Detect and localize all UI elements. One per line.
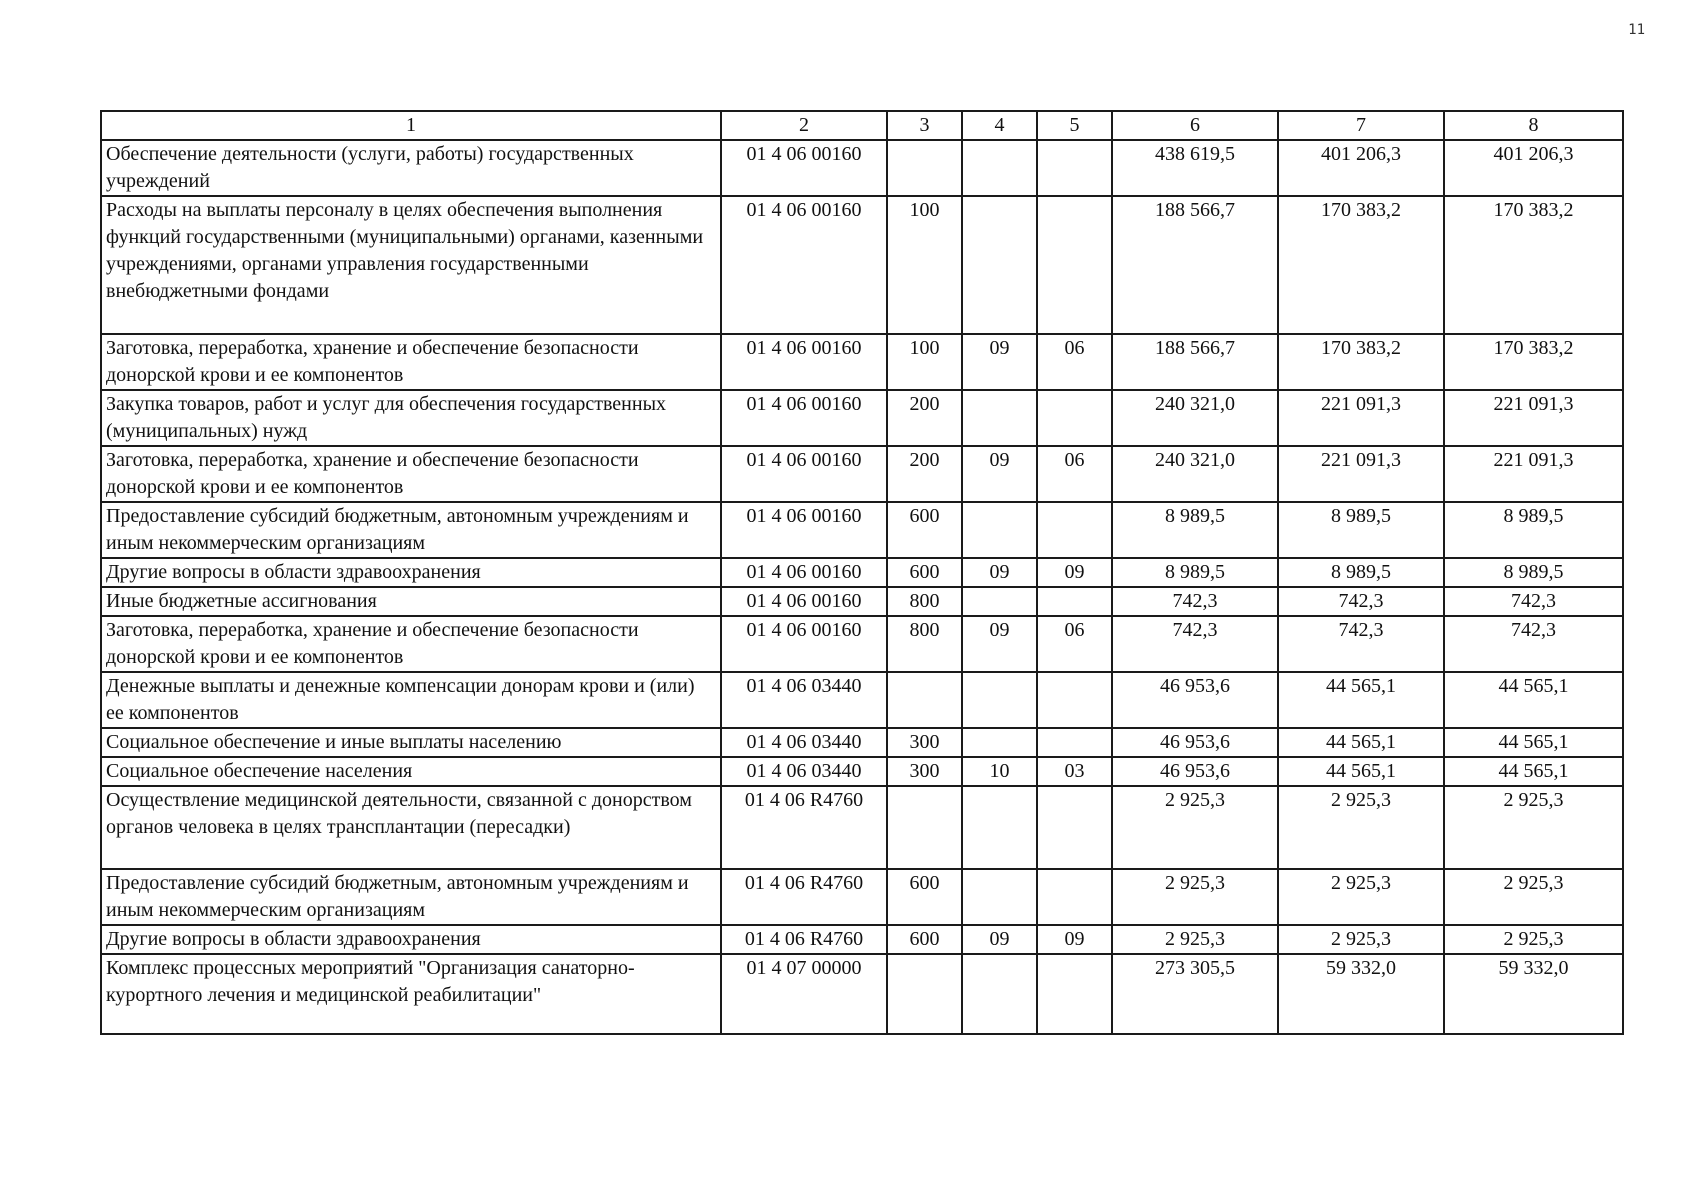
table-row [101, 728, 1623, 757]
row-vr: 200 [887, 446, 962, 502]
column-header: 8 [1444, 111, 1623, 140]
row-rz [962, 502, 1037, 558]
row-amount-1: 240 321,0 [1112, 446, 1278, 502]
row-amount-3: 2 925,3 [1444, 869, 1623, 925]
row-rz: 09 [962, 558, 1037, 587]
table-row [101, 616, 1623, 672]
row-rz [962, 587, 1037, 616]
row-code: 01 4 06 R4760 [721, 869, 887, 925]
row-vr [887, 954, 962, 1034]
row-amount-1: 188 566,7 [1112, 196, 1278, 334]
row-amount-3: 742,3 [1444, 587, 1623, 616]
row-name: Осуществление медицинской деятельности, связанной с донорством органов человека в целях трансплантации (пересадки) [101, 786, 721, 869]
row-name: Обеспечение деятельности (услуги, работы) государственных учреждений [101, 140, 721, 196]
row-amount-2: 44 565,1 [1278, 757, 1444, 786]
row-vr: 200 [887, 390, 962, 446]
row-code: 01 4 06 00160 [721, 140, 887, 196]
row-amount-3: 2 925,3 [1444, 786, 1623, 869]
row-amount-3: 44 565,1 [1444, 757, 1623, 786]
row-rz: 10 [962, 757, 1037, 786]
row-code: 01 4 06 03440 [721, 757, 887, 786]
row-amount-3: 8 989,5 [1444, 558, 1623, 587]
row-amount-1: 46 953,6 [1112, 728, 1278, 757]
row-rz: 09 [962, 446, 1037, 502]
row-amount-2: 8 989,5 [1278, 558, 1444, 587]
table-row [101, 334, 1623, 390]
row-code: 01 4 06 00160 [721, 558, 887, 587]
row-rz: 09 [962, 616, 1037, 672]
row-code: 01 4 07 00000 [721, 954, 887, 1034]
row-pr: 06 [1037, 616, 1112, 672]
column-header: 7 [1278, 111, 1444, 140]
row-vr: 300 [887, 728, 962, 757]
table-row [101, 140, 1623, 196]
row-amount-3: 59 332,0 [1444, 954, 1623, 1034]
table-row [101, 502, 1623, 558]
row-pr: 09 [1037, 925, 1112, 954]
row-name: Денежные выплаты и денежные компенсации донорам крови и (или) ее компонентов [101, 672, 721, 728]
row-rz [962, 390, 1037, 446]
row-vr: 600 [887, 925, 962, 954]
row-name: Социальное обеспечение населения [101, 757, 721, 786]
row-amount-1: 438 619,5 [1112, 140, 1278, 196]
row-vr: 600 [887, 502, 962, 558]
row-amount-2: 170 383,2 [1278, 196, 1444, 334]
row-pr [1037, 390, 1112, 446]
row-name: Иные бюджетные ассигнования [101, 587, 721, 616]
row-amount-1: 2 925,3 [1112, 786, 1278, 869]
row-rz [962, 672, 1037, 728]
row-vr: 800 [887, 587, 962, 616]
row-amount-3: 2 925,3 [1444, 925, 1623, 954]
row-amount-2: 742,3 [1278, 587, 1444, 616]
row-pr [1037, 196, 1112, 334]
row-code: 01 4 06 03440 [721, 728, 887, 757]
row-pr: 06 [1037, 334, 1112, 390]
row-vr: 300 [887, 757, 962, 786]
row-name: Другие вопросы в области здравоохранения [101, 558, 721, 587]
row-amount-2: 221 091,3 [1278, 446, 1444, 502]
row-name: Закупка товаров, работ и услуг для обеспечения государственных (муниципальных) нужд [101, 390, 721, 446]
row-code: 01 4 06 R4760 [721, 925, 887, 954]
row-vr [887, 672, 962, 728]
row-name: Предоставление субсидий бюджетным, автономным учреждениям и иным некоммерческим организациям [101, 502, 721, 558]
row-amount-3: 221 091,3 [1444, 446, 1623, 502]
row-vr: 100 [887, 196, 962, 334]
row-pr: 06 [1037, 446, 1112, 502]
column-header: 6 [1112, 111, 1278, 140]
row-rz [962, 728, 1037, 757]
row-name: Предоставление субсидий бюджетным, автономным учреждениям и иным некоммерческим организациям [101, 869, 721, 925]
row-name: Заготовка, переработка, хранение и обеспечение безопасности донорской крови и ее компонентов [101, 616, 721, 672]
page-number: 11 [1628, 22, 1645, 38]
row-amount-2: 44 565,1 [1278, 728, 1444, 757]
column-header: 2 [721, 111, 887, 140]
row-rz [962, 954, 1037, 1034]
row-name: Заготовка, переработка, хранение и обеспечение безопасности донорской крови и ее компонентов [101, 446, 721, 502]
table-row [101, 757, 1623, 786]
row-name: Другие вопросы в области здравоохранения [101, 925, 721, 954]
row-amount-3: 44 565,1 [1444, 728, 1623, 757]
row-pr [1037, 728, 1112, 757]
table-row [101, 196, 1623, 334]
row-amount-1: 742,3 [1112, 616, 1278, 672]
row-rz: 09 [962, 334, 1037, 390]
column-header: 4 [962, 111, 1037, 140]
row-amount-3: 44 565,1 [1444, 672, 1623, 728]
table-row [101, 446, 1623, 502]
table-row [101, 869, 1623, 925]
row-name: Социальное обеспечение и иные выплаты населению [101, 728, 721, 757]
row-amount-1: 2 925,3 [1112, 869, 1278, 925]
row-amount-3: 8 989,5 [1444, 502, 1623, 558]
row-vr [887, 786, 962, 869]
row-pr [1037, 672, 1112, 728]
row-pr [1037, 140, 1112, 196]
row-amount-2: 8 989,5 [1278, 502, 1444, 558]
row-amount-2: 221 091,3 [1278, 390, 1444, 446]
row-amount-3: 401 206,3 [1444, 140, 1623, 196]
row-amount-3: 221 091,3 [1444, 390, 1623, 446]
row-rz [962, 869, 1037, 925]
row-amount-2: 2 925,3 [1278, 786, 1444, 869]
row-code: 01 4 06 03440 [721, 672, 887, 728]
row-vr: 600 [887, 558, 962, 587]
row-amount-3: 170 383,2 [1444, 334, 1623, 390]
row-amount-1: 8 989,5 [1112, 502, 1278, 558]
row-rz [962, 140, 1037, 196]
row-pr [1037, 869, 1112, 925]
row-amount-2: 44 565,1 [1278, 672, 1444, 728]
row-amount-2: 59 332,0 [1278, 954, 1444, 1034]
budget-table [100, 110, 1624, 1035]
row-code: 01 4 06 00160 [721, 390, 887, 446]
table-row [101, 925, 1623, 954]
row-pr [1037, 587, 1112, 616]
row-amount-1: 8 989,5 [1112, 558, 1278, 587]
row-amount-2: 742,3 [1278, 616, 1444, 672]
table-row [101, 587, 1623, 616]
column-header: 1 [101, 111, 721, 140]
row-amount-2: 2 925,3 [1278, 925, 1444, 954]
header-row [101, 111, 1623, 140]
row-amount-1: 2 925,3 [1112, 925, 1278, 954]
row-pr: 09 [1037, 558, 1112, 587]
row-rz: 09 [962, 925, 1037, 954]
row-code: 01 4 06 00160 [721, 616, 887, 672]
row-pr [1037, 502, 1112, 558]
row-pr [1037, 954, 1112, 1034]
row-code: 01 4 06 00160 [721, 587, 887, 616]
row-pr: 03 [1037, 757, 1112, 786]
row-vr: 800 [887, 616, 962, 672]
table-row [101, 672, 1623, 728]
row-amount-1: 188 566,7 [1112, 334, 1278, 390]
column-header: 5 [1037, 111, 1112, 140]
row-amount-1: 273 305,5 [1112, 954, 1278, 1034]
row-vr: 600 [887, 869, 962, 925]
row-name: Заготовка, переработка, хранение и обеспечение безопасности донорской крови и ее компонентов [101, 334, 721, 390]
row-vr: 100 [887, 334, 962, 390]
row-amount-1: 742,3 [1112, 587, 1278, 616]
row-code: 01 4 06 00160 [721, 446, 887, 502]
row-name: Расходы на выплаты персоналу в целях обеспечения выполнения функций государственными (муниципальными) органами, казенными учреждениями, органами управления государственными внебюджетными фондами [101, 196, 721, 334]
table-row [101, 786, 1623, 869]
row-amount-3: 742,3 [1444, 616, 1623, 672]
row-amount-2: 401 206,3 [1278, 140, 1444, 196]
row-code: 01 4 06 00160 [721, 334, 887, 390]
table-row [101, 390, 1623, 446]
row-amount-2: 2 925,3 [1278, 869, 1444, 925]
row-code: 01 4 06 R4760 [721, 786, 887, 869]
row-name: Комплекс процессных мероприятий "Организация санаторно-курортного лечения и медицинской реабилитации" [101, 954, 721, 1034]
row-amount-1: 46 953,6 [1112, 672, 1278, 728]
row-amount-2: 170 383,2 [1278, 334, 1444, 390]
row-rz [962, 786, 1037, 869]
row-amount-1: 240 321,0 [1112, 390, 1278, 446]
row-rz [962, 196, 1037, 334]
row-amount-3: 170 383,2 [1444, 196, 1623, 334]
row-code: 01 4 06 00160 [721, 502, 887, 558]
row-pr [1037, 786, 1112, 869]
column-header: 3 [887, 111, 962, 140]
row-code: 01 4 06 00160 [721, 196, 887, 334]
row-amount-1: 46 953,6 [1112, 757, 1278, 786]
table-row [101, 954, 1623, 1034]
table-row [101, 558, 1623, 587]
row-vr [887, 140, 962, 196]
